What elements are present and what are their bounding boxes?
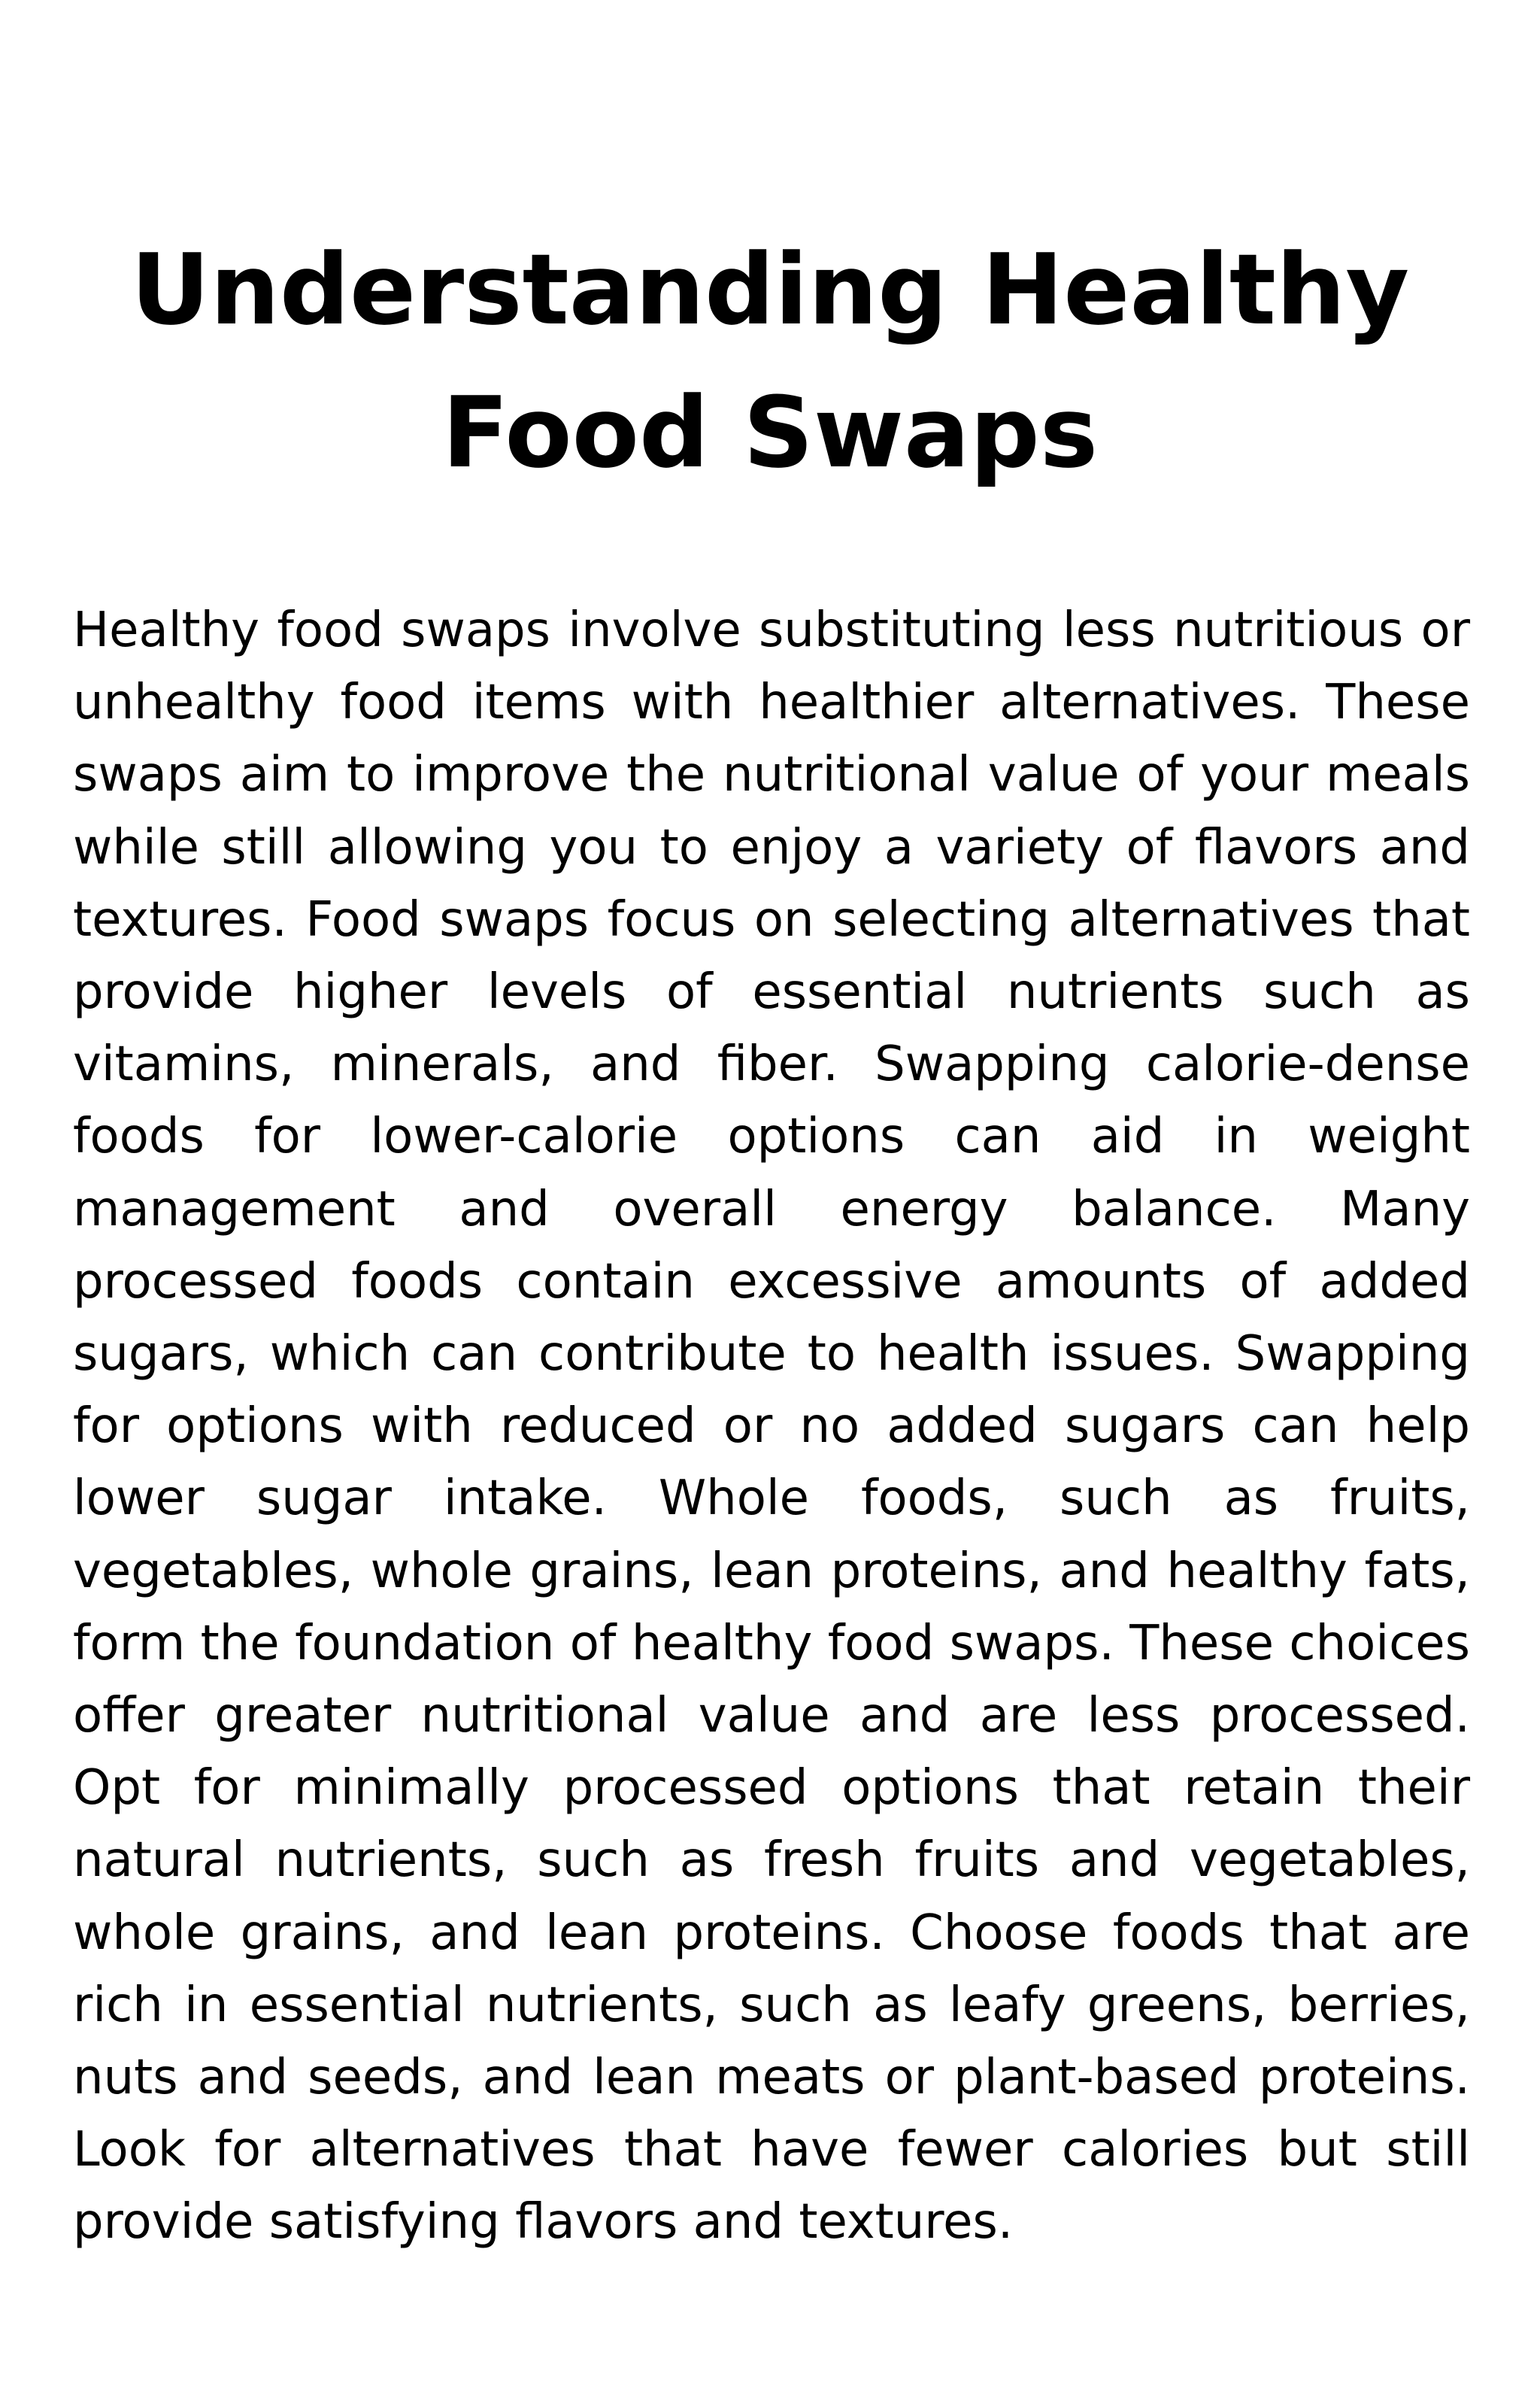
body-paragraph: Healthy food swaps involve substituting less nutritious or unhealthy food items with healthier alternatives. These swaps aim to improve the nutritional value of your meals while still allowing you to enjoy a variety of flavors and textures. Food swaps focus on selecting alternatives that provide higher levels of essential nutrients such as vitamins, minerals, and fiber. Swapping calorie-dense foods for lower-calorie options can aid in weight management and overall energy balance. Many processed foods contain excessive amounts of added sugars, which can contribute to health issues. Swapping for options with reduced or no added sugars can help lower sugar intake. Whole foods, such as fruits, vegetables, whole grains, lean proteins, and healthy fats, form the foundation of healthy food swaps. These choices offer greater nutritional value and are less processed. Opt for minimally processed options that retain their natural nutrients, such as fresh fruits and vegetables, whole grains, and lean proteins. Choose foods that are rich in essential nutrients, such as leafy greens, berries, nuts and seeds, and lean meats or plant-based proteins. Look for alternatives that have fewer calories but still provide satisfying flavors and textures. <box>73 603 1470 2251</box>
page-title: Understanding Healthy Food Swaps <box>130 232 1410 490</box>
